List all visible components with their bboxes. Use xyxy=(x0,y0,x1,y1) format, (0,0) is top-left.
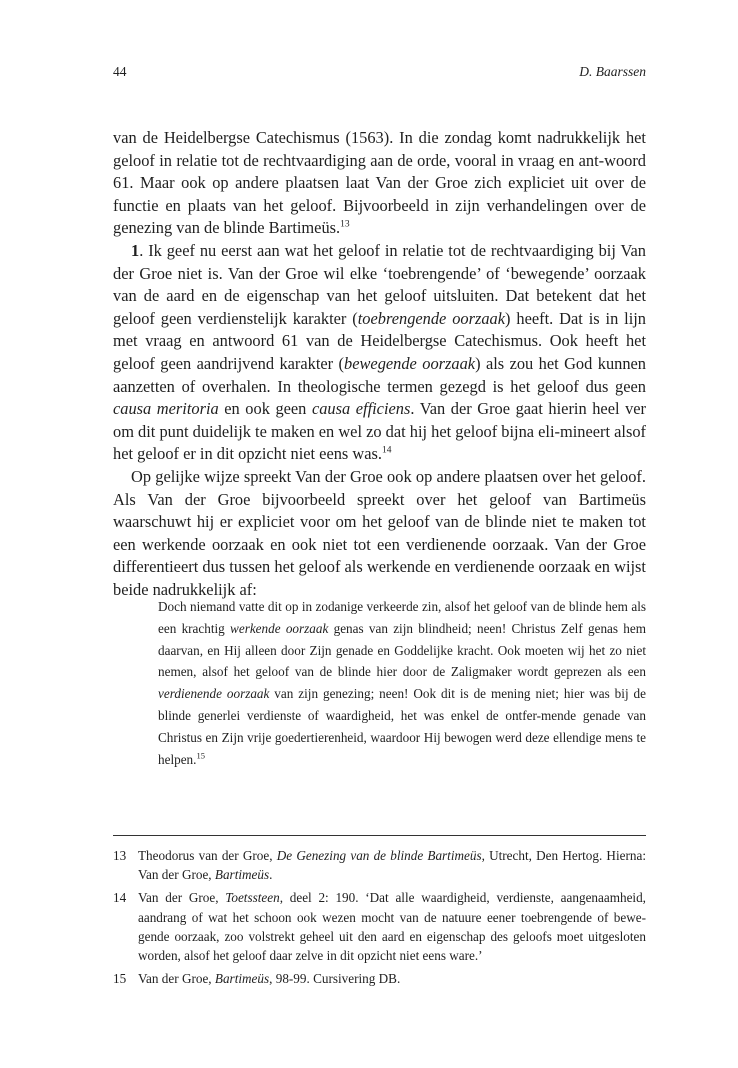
block-quote: Doch niemand vatte dit op in zodanige verkeerde zin, alsof het geloof van de blinde hem als een krachtig werkende oorzaak genas van zijn blindheid; neen! Christus Zelf genas hem daarvan, en Hij alleen door Zijn genade en Goddelijke kracht. Ook moeten wij het zo niet nemen, alsof het geloof van de blinde hier door de Zaligmaker wordt geprezen als een verdienende oorzaak van zijn genezing; neen! Ook dit is de mening niet; hier was bij de blinde generlei verdienste of waardigheid, het was enkel de ontfer-mende genade van Christus en Zijn vrije goedertierenheid, waardoor Hij bewogen werd deze ellendige mens te helpen.$^{15}$ xyxy=(158,599,646,767)
footnote-number: 14 xyxy=(113,890,127,906)
main-text xyxy=(113,127,646,601)
paragraph: 1. Ik geef nu eerst aan wat het geloof in relatie tot de rechtvaardiging bij Van der Groe niet is. Van der Groe wil elke ‘toebrengende’ of ‘bewegende’ oorzaak van de aard en de eigenschap van het geloof uitsluiten. Dat betekent dat het geloof geen verdienstelijk karakter (toebrengende oorzaak) heeft. Dat is in lijn met vraag en antwoord 61 van de Heidelbergse Catechismus. Ook heeft het geloof geen aandrijvend karakter (bewegende oorzaak) als zou het God kunnen aanzetten of overhalen. In theologische termen gezegd is het geloof dus geen causa meritoria en ook geen causa efficiens. Van der Groe gaat hierin heel ver om dit punt duidelijk te maken en wel zo dat hij het geloof bijna eli-mineert alsof het geloof er in dit opzicht niet eens was.$^{14}$ xyxy=(113,240,647,464)
paragraph: Op gelijke wijze spreekt Van der Groe ook op andere plaatsen over het geloof. Als Van der Groe bijvoorbeeld spreekt over het geloof van Bartimeüs waarschuwt hij er expliciet voor om het geloof van de blinde niet te maken tot een werkende oorzaak en ook niet tot een verdienende oorzaak. Van der Groe differentieert dus tussen het geloof als werkende en verdienende oorzaak en wijst beide nadrukkelijk af: xyxy=(113,466,646,599)
footnotes xyxy=(113,846,646,992)
footnote-number: 13 xyxy=(113,848,127,863)
footnote: 13 Theodorus van der Groe, De Genezing van de blinde Bartimeüs, Utrecht, Den Hertog. Hierna: Van der Groe, Bartimeüs. xyxy=(113,848,646,883)
page-number: 44 xyxy=(113,64,127,79)
footnote-ref[interactable]: 14 xyxy=(382,445,392,456)
footnote-ref[interactable]: 13 xyxy=(340,219,350,230)
paragraph: van de Heidelbergse Catechismus (1563). In die zondag komt nadrukkelijk het geloof in relatie tot de rechtvaardiging aan de orde, vooral in vraag en ant-woord 61. Maar ook op andere plaatsen laat Van der Groe zich expliciet uit over de functie en plaats van het geloof. Bijvoorbeeld in zijn verhandelingen over de genezing van de blinde Bartimeüs.$^{13}$ xyxy=(113,128,646,238)
section-number: 1 xyxy=(131,240,140,260)
running-head-author: D. Baarssen xyxy=(579,64,646,79)
footnote: 14 Van der Groe, Toetssteen, deel 2: 190. ‘Dat alle waardigheid, verdienste, aangenaamheid, aandrang of wat het schoon ook wezen mocht van de natuure eener toebrengende of bewe-gende oorzaak, zoo volstrekt geheel uit den aard en eigenschap des geloofs moet uitgesloten worden, alsof het geloof daar zelve in dit opzicht niet eens ware.’ xyxy=(113,890,646,964)
footnote-ref[interactable]: 15 xyxy=(196,750,205,761)
footnote: 15 Van der Groe, Bartimeüs, 98-99. Cursivering DB. xyxy=(113,969,646,988)
footnote-divider xyxy=(113,835,646,836)
footnote-number: 15 xyxy=(113,971,127,987)
